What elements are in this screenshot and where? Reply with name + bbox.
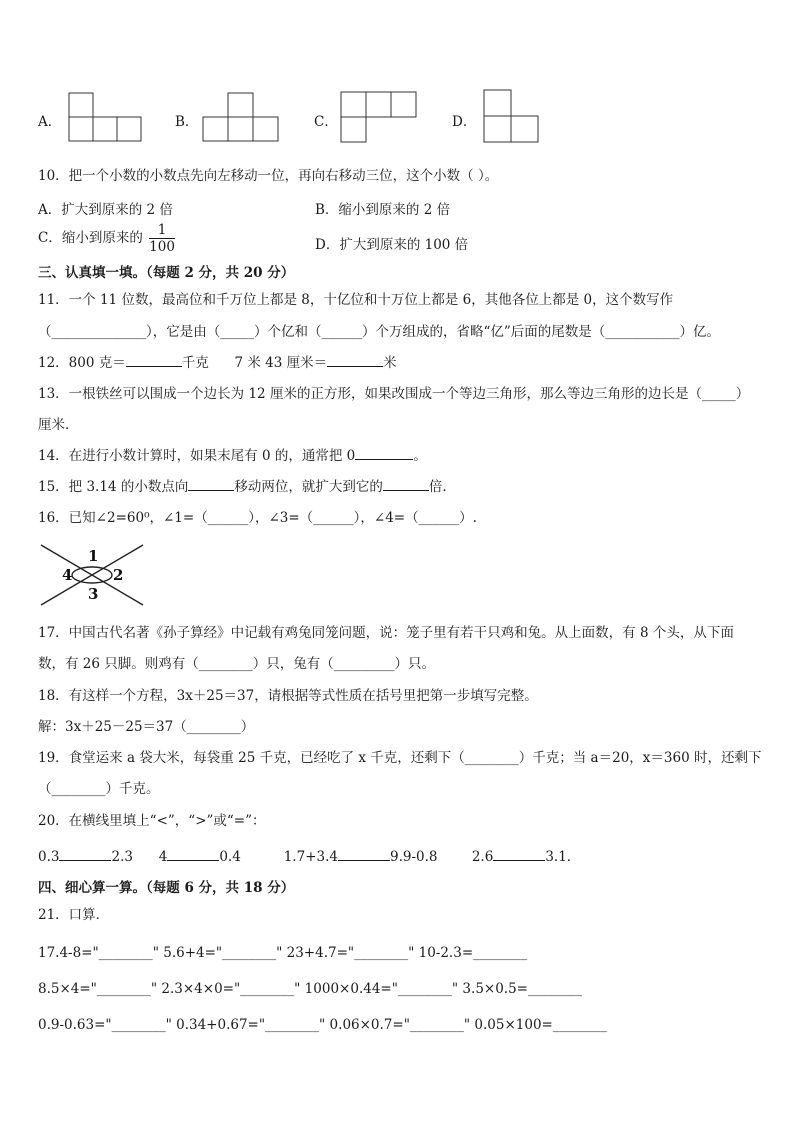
q20-item-3-right: 9.9-0.8 [389,849,438,865]
q18-line2: 解：3x＋25－25＝37（________） [38,719,255,735]
q18-line1: 18．有这样一个方程，3x＋25＝37，请根据等式性质在括号里把第一步填写完整。 [38,688,538,704]
q20-item-3-left: 1.7+3.4 [283,849,338,865]
q21-text: 21．口算． [38,907,110,923]
q10-option-c [38,222,175,255]
q20-items [38,848,580,866]
q20-text: 20．在横线里填上“<”，“>”或“=”： [38,813,266,829]
q19-line2: （________）千克。 [38,781,160,797]
q10-option-c-text: C．缩小到原来的 [38,230,143,246]
fraction-numerator: 1 [149,222,175,239]
q16-angle-figure [38,542,148,608]
q15-part-c: 倍． [428,479,456,495]
q17-line1: 17．中国古代名著《孙子算经》中记载有鸡兔同笼问题，说：笼子里有若干只鸡和兔。从上面数，有 8 个头，从下面 [38,625,734,641]
q20-blank-1[interactable] [59,848,111,861]
q11-line2: （______________），它是由（_____）个亿和（______）个万组成的，省略“亿”后面的尾数是（___________）亿。 [38,324,721,340]
q15-blank-2[interactable] [383,478,429,491]
q20-item-1-right: 2.3 [111,849,133,865]
q20-item-2-left: 4 [158,849,168,865]
angle-label-4: 4 [62,566,73,584]
q21-row-3: 0.9-0.63="________" 0.34+0.67="________" 0.06×0.7="________" 0.05×100=________ [38,1017,607,1033]
angle-label-3: 3 [88,585,99,603]
q9-option-c-label: C． [314,114,338,130]
q9-option-b-label: B． [175,114,199,130]
q9-option-b-figure [202,92,282,144]
q10-option-d: D．扩大到原来的 100 倍 [315,237,469,253]
q9-option-a-figure [68,92,144,144]
q19-line1: 19．食堂运来 a 袋大米，每袋重 25 千克，已经吃了 x 千克，还剩下（________）千克；当 a＝20，x＝360 时，还剩下 [38,750,762,766]
q20-item-4-right: 3.1． [545,849,581,865]
q20-blank-3[interactable] [338,848,390,861]
q20-item-2-right: 0.4 [219,849,241,865]
fraction-denominator: 100 [149,239,175,255]
fraction-one-hundredth [149,222,175,255]
q14-blank[interactable] [355,447,413,460]
q20-blank-2[interactable] [167,848,219,861]
q15-blank-1[interactable] [188,478,234,491]
q13-line2: 厘米． [38,417,79,433]
q15-part-b: 移动两位，就扩大到它的 [234,479,383,495]
q9-option-c-figure [340,90,420,144]
q9-option-d-label: D． [452,114,477,130]
q14-part-a: 14．在进行小数计算时，如果末尾有 0 的，通常把 0 [38,448,356,464]
q12-part-b: 千克 [181,355,209,371]
q17-line2: 数，有 26 只脚。则鸡有（________）只，兔有（_________）只。 [38,656,436,672]
q12-blank-2[interactable] [327,354,383,367]
q10-option-b: B．缩小到原来的 2 倍 [315,202,451,218]
q10-text: 10．把一个小数的小数点先向左移动一位，再向右移动三位，这个小数（ ）。 [38,168,499,184]
q12-blank-1[interactable] [126,354,182,367]
q12-part-d: 米 [383,355,397,371]
q9-option-d-figure [482,88,542,144]
section-3-heading: 三、认真填一填。（每题 2 分，共 20 分） [38,265,295,281]
q20-item-1-left: 0.3 [38,849,60,865]
angle-label-2: 2 [113,566,124,584]
q12-part-a: 12．800 克＝ [38,355,126,371]
q11-line1: 11．一个 11 位数，最高位和千万位上都是 8，十亿位和十万位上都是 6，其他各位上都是 0，这个数写作 [38,292,674,308]
q21-row-2: 8.5×4="________" 2.3×4×0="________" 1000×0.44="________" 3.5×0.5=________ [38,981,582,997]
q14-part-b: 。 [413,448,427,464]
q14-text [38,447,427,465]
q9-option-a-label: A． [38,114,62,130]
q15-part-a: 15．把 3.14 的小数点向 [38,479,189,495]
q20-blank-4[interactable] [493,848,545,861]
q12-part-c: 7 米 43 厘米＝ [234,355,328,371]
q15-text [38,478,456,496]
q21-row-1: 17.4-8="________" 5.6+4="________" 23+4.7="________" 10-2.3=________ [38,945,528,961]
q10-option-a: A．扩大到原来的 2 倍 [38,202,173,218]
q13-line1: 13．一根铁丝可以围成一个边长为 12 厘米的正方形，如果改围成一个等边三角形，那么等边三角形的边长是（_____） [38,386,750,402]
q16-text: 16．已知∠2=60⁰，∠1=（______），∠3=（______），∠4=（______）. [38,510,477,526]
q12-text [38,354,397,372]
angle-label-1: 1 [88,547,99,565]
q20-item-4-left: 2.6 [471,849,494,865]
section-4-heading: 四、细心算一算。（每题 6 分，共 18 分） [38,880,295,896]
